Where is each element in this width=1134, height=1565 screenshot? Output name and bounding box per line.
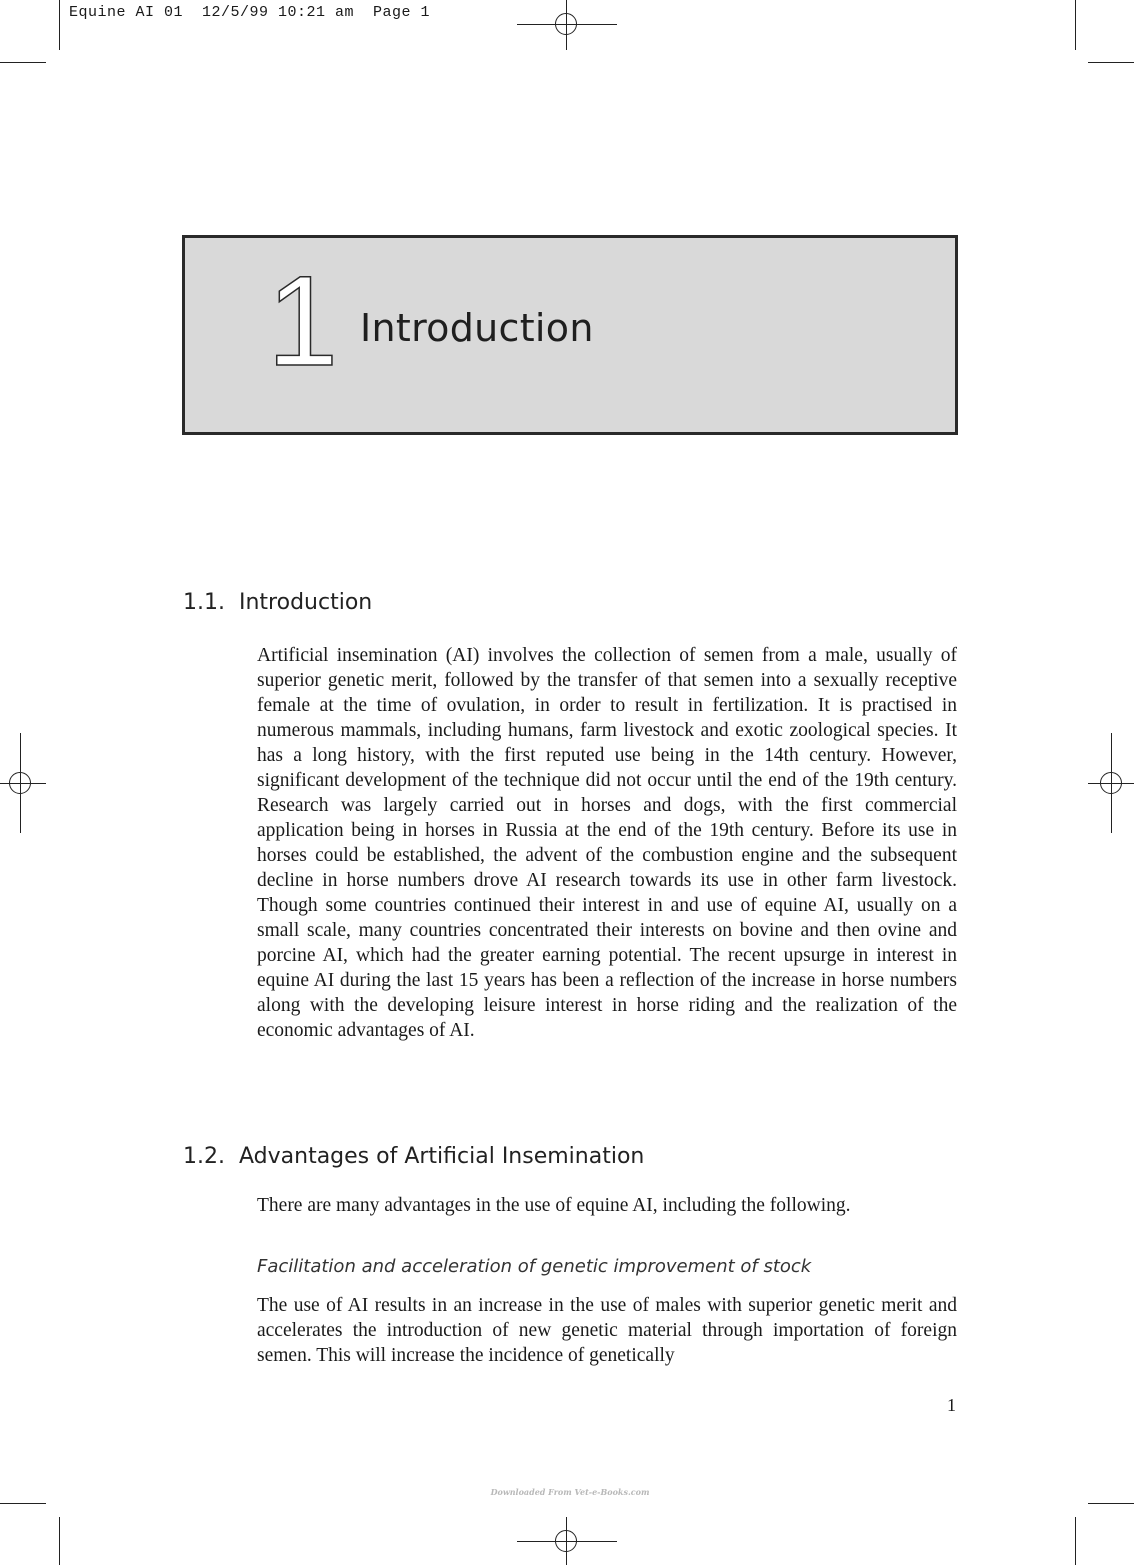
chapter-header [182,235,958,435]
page-number: 1 [947,1395,956,1415]
paragraph-genetic-improvement: The use of AI results in an increase in the use of males with superior genetic merit and accelerates the introduction of new genetic material through importation of foreign semen. This will increase the incidence of genetically [257,1295,957,1366]
paragraph-advantages-intro: There are many advantages in the use of equine AI, including the following. [257,1195,851,1216]
section-heading-introduction [183,590,372,615]
subheading-genetic-improvement: Facilitation and acceleration of genetic improvement of stock [257,1256,812,1277]
crop-mark-bottom-left-horizontal [0,1503,46,1504]
section-title: Introduction [239,590,373,615]
section-title: Advantages of Artificial Insemination [239,1144,645,1169]
section-heading-advantages [183,1144,644,1169]
section-number: 1.2. [183,1144,225,1169]
paragraph-introduction: Artificial insemination (AI) involves the collection of semen from a male, usually of superior genetic merit, followed by the transfer of that semen into a sexually receptive female at the time of ovulation, in order to result in fertilization. It is practised in numerous mammals, including humans, farm livestock and exotic zoological species. It has a long history, with the first reputed use being in the 14th century. However, significant development of the technique did not occur until the end of the 19th century. Research was largely carried out in horses and dogs, with the first commercial application being in horses in Russia at the end of the 19th century. Before its use in horses could be established, the advent of the combustion engine and the subsequent decline in horse numbers drove AI research towards its use in other farm livestock. Though some countries continued their interest in and use of equine AI, usually on a small scale, many countries concentrated their interests on bovine and then ovine and porcine AI, which had the greater earning potential. The recent upsurge in interest in equine AI during the last 15 years has been a reflection of the increase in horse numbers along with the developing leisure interest in horse riding and the realization of the economic advantages of AI. [257,645,957,1041]
crop-mark-top-left-vertical [59,0,60,50]
crop-mark-bottom-right-vertical [1075,1517,1076,1565]
printer-slug: Equine AI 01 12/5/99 10:21 am Page 1 [69,4,431,21]
crop-mark-bottom-left-vertical [59,1517,60,1565]
chapter-number: 1 [267,250,339,393]
chapter-title: Introduction [360,306,594,350]
crop-mark-top-left-horizontal [0,62,46,63]
watermark: Downloaded From Vet-e-Books.com [490,1487,650,1497]
crop-mark-top-right-horizontal [1088,62,1134,63]
crop-mark-bottom-right-horizontal [1088,1503,1134,1504]
crop-mark-top-right-vertical [1075,0,1076,50]
section-number: 1.1. [183,590,225,615]
